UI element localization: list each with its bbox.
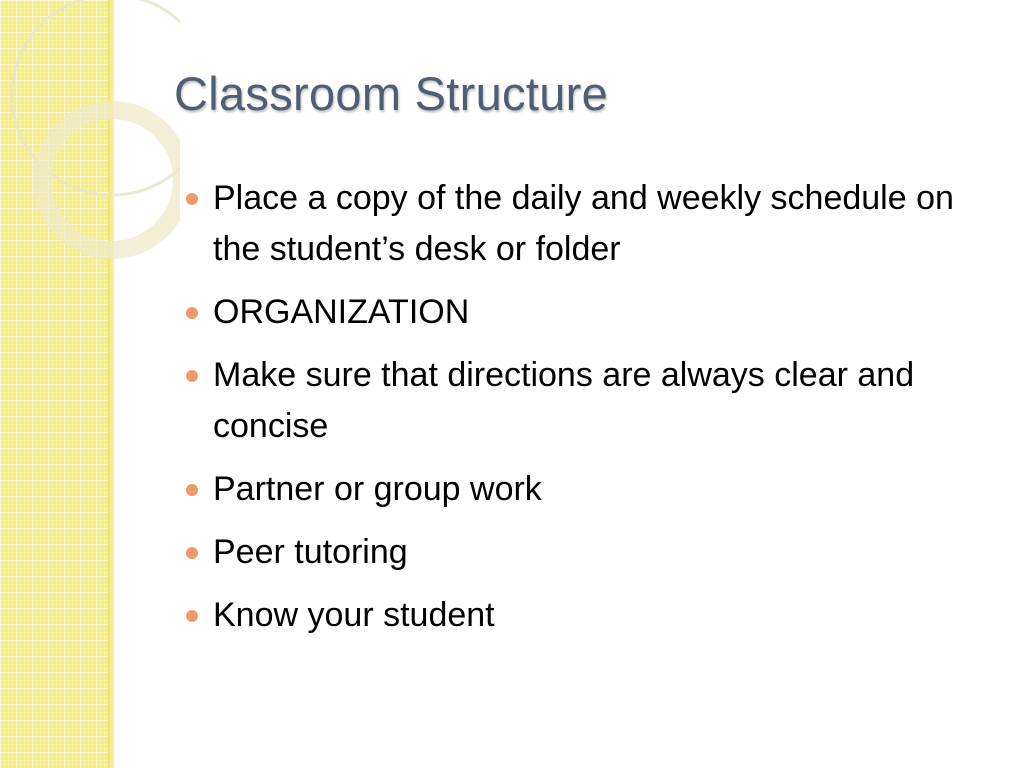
bullet-text: Place a copy of the daily and weekly schedule on the student’s desk or folder	[213, 179, 954, 268]
bullet-item	[186, 464, 1006, 515]
bullet-dot-icon	[186, 484, 198, 496]
bullet-item	[186, 287, 1006, 338]
bullet-dot-icon	[186, 307, 198, 319]
bullet-text: Peer tutoring	[213, 533, 408, 571]
bullet-item	[186, 173, 1006, 275]
bullet-text: ORGANIZATION	[213, 293, 470, 331]
sidebar-edge	[108, 0, 114, 768]
bullet-text: Know your student	[213, 596, 495, 634]
sidebar-pattern	[0, 0, 112, 768]
bullet-dot-icon	[186, 370, 198, 382]
bullet-item	[186, 350, 1006, 452]
bullet-item	[186, 590, 1006, 641]
bullet-dot-icon	[186, 610, 198, 622]
bullet-dot-icon	[186, 193, 198, 205]
bullet-text: Partner or group work	[213, 470, 542, 508]
bullet-dot-icon	[186, 547, 198, 559]
slide-title: Classroom Structure	[174, 67, 609, 120]
bullet-list	[186, 173, 1006, 653]
bullet-item	[186, 527, 1006, 578]
bullet-text: Make sure that directions are always clear and concise	[213, 356, 915, 445]
